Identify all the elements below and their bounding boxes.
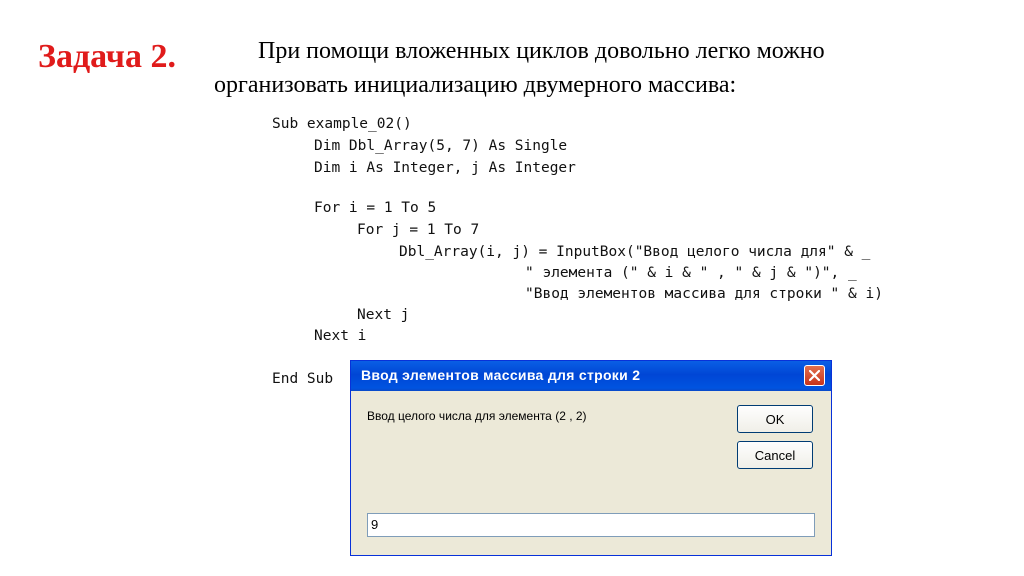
code-line: Dim Dbl_Array(5, 7) As Single [314, 138, 568, 154]
cancel-button[interactable]: Cancel [737, 441, 813, 469]
dialog-prompt: Ввод целого числа для элемента (2 , 2) [367, 409, 587, 423]
code-line: Sub example_02() [272, 116, 412, 132]
close-icon[interactable] [804, 365, 825, 386]
intro-line-2: организовать инициализацию двумерного массива: [214, 72, 737, 98]
task-title: Задача 2. [38, 38, 176, 75]
value-input[interactable]: 9 [367, 513, 815, 537]
code-line: End Sub [272, 371, 334, 387]
code-line: Next i [314, 328, 367, 344]
code-line: Dbl_Array(i, j) = InputBox("Ввод целого числа для" & _ [399, 244, 871, 260]
ok-button[interactable]: OK [737, 405, 813, 433]
code-line: For i = 1 To 5 [314, 200, 437, 216]
inputbox-dialog [350, 360, 832, 556]
code-line: Next j [357, 307, 410, 323]
code-line: "Ввод элементов массива для строки " & i) [525, 286, 883, 302]
dialog-title: Ввод элементов массива для строки 2 [361, 367, 641, 383]
intro-line-1: При помощи вложенных циклов довольно легко можно [258, 38, 825, 64]
dialog-titlebar[interactable] [351, 361, 831, 391]
code-line: For j = 1 To 7 [357, 222, 480, 238]
code-line: Dim i As Integer, j As Integer [314, 160, 576, 176]
code-line: " элемента (" & i & " , " & j & ")", _ [525, 265, 857, 281]
